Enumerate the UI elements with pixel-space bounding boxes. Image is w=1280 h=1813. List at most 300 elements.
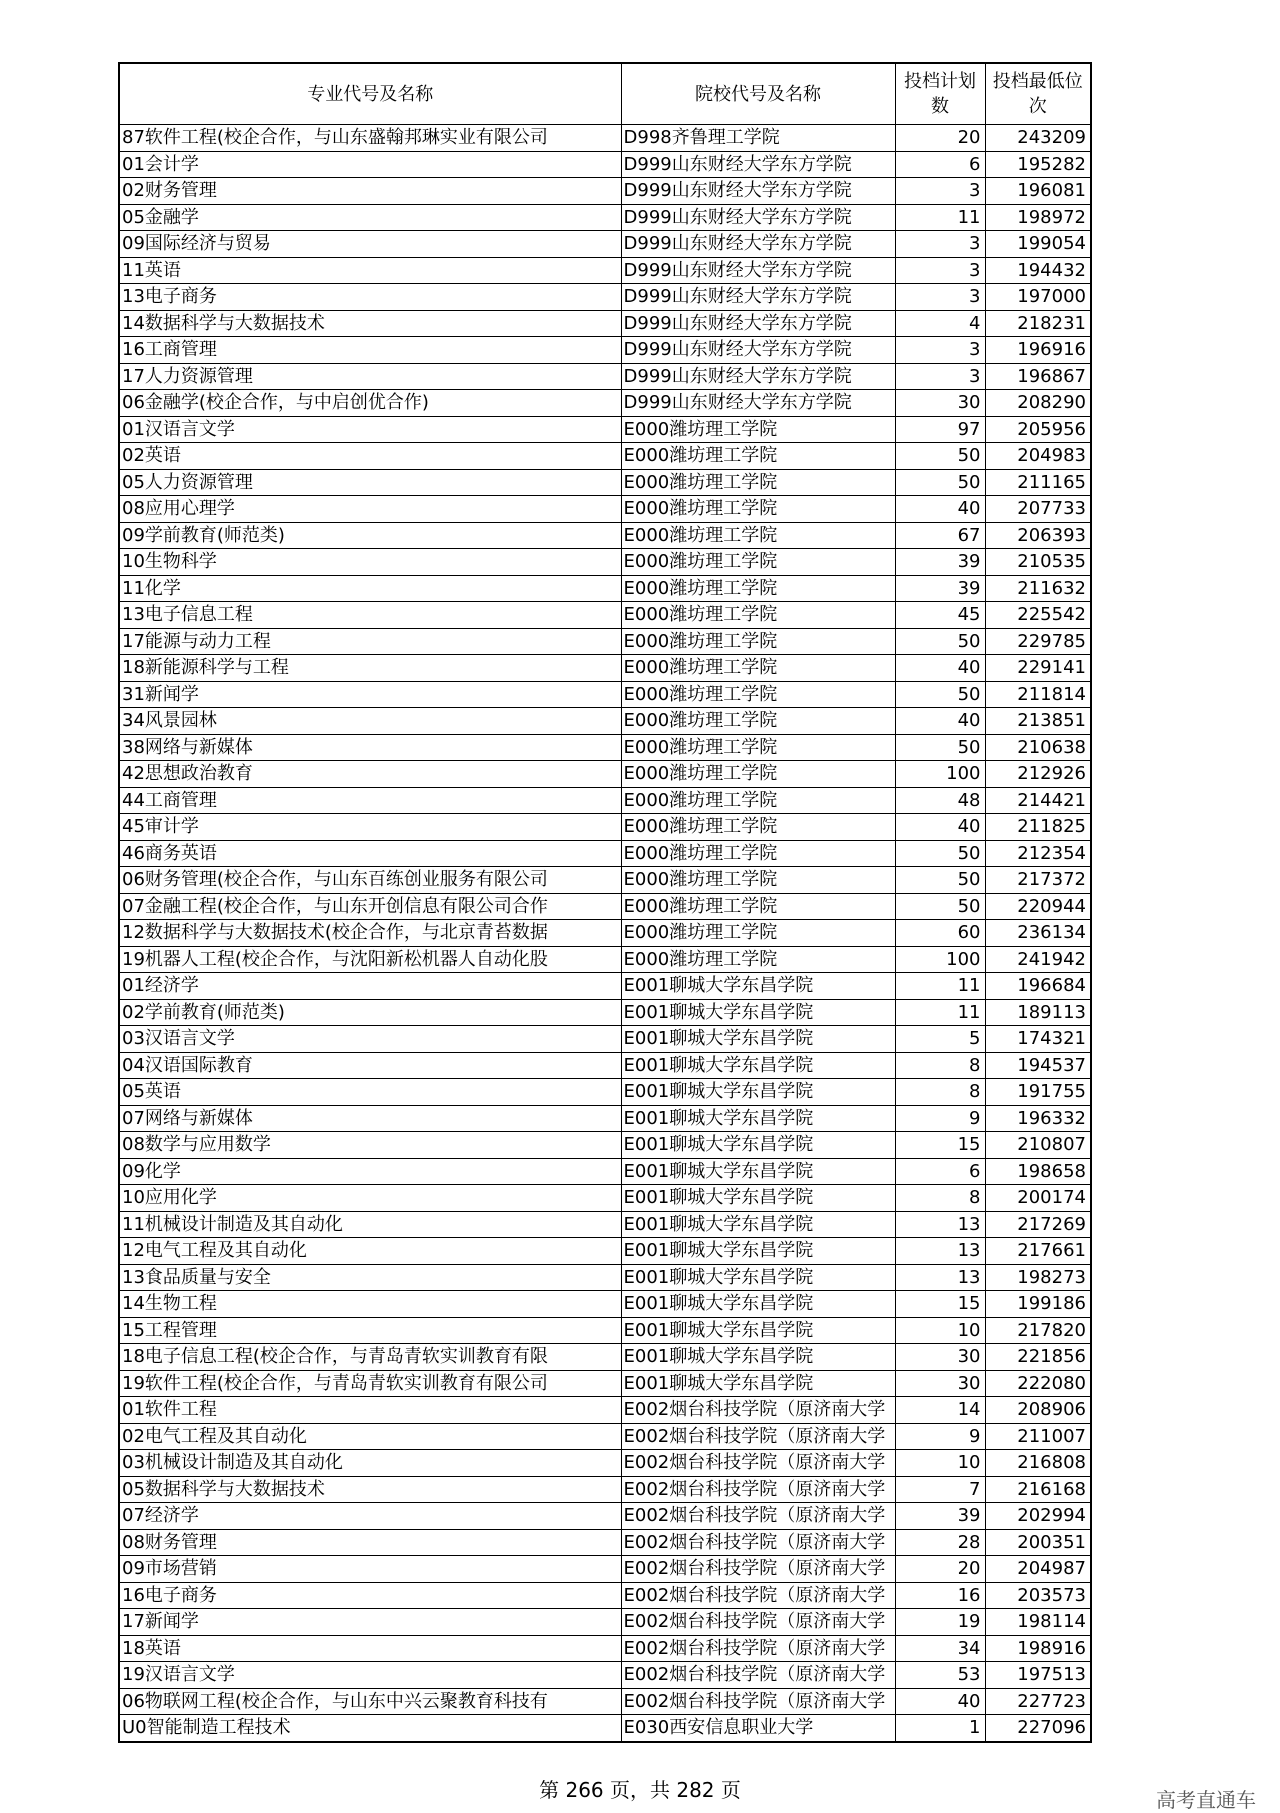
cell-rank: 211165 — [985, 469, 1091, 496]
cell-school: E000潍坊理工学院 — [621, 575, 895, 602]
cell-plan: 50 — [895, 628, 985, 655]
cell-major: 16工商管理 — [119, 337, 621, 364]
cell-major: 04汉语国际教育 — [119, 1052, 621, 1079]
cell-school: E001聊城大学东昌学院 — [621, 1105, 895, 1132]
cell-rank: 200351 — [985, 1529, 1091, 1556]
cell-major: 09学前教育(师范类) — [119, 522, 621, 549]
cell-plan: 11 — [895, 973, 985, 1000]
cell-school: E002烟台科技学院（原济南大学 — [621, 1609, 895, 1636]
cell-school: E000潍坊理工学院 — [621, 655, 895, 682]
table-row — [119, 1370, 1091, 1397]
cell-major: 44工商管理 — [119, 787, 621, 814]
cell-rank: 196081 — [985, 178, 1091, 205]
cell-major: 03汉语言文学 — [119, 1026, 621, 1053]
cell-major: 10生物科学 — [119, 549, 621, 576]
cell-school: E001聊城大学东昌学院 — [621, 1185, 895, 1212]
cell-rank: 222080 — [985, 1370, 1091, 1397]
cell-major: 07经济学 — [119, 1503, 621, 1530]
admission-table — [118, 62, 1092, 1743]
cell-school: E000潍坊理工学院 — [621, 814, 895, 841]
cell-rank: 199186 — [985, 1291, 1091, 1318]
cell-plan: 100 — [895, 761, 985, 788]
cell-rank: 212354 — [985, 840, 1091, 867]
cell-rank: 217372 — [985, 867, 1091, 894]
table-row — [119, 1635, 1091, 1662]
cell-rank: 196916 — [985, 337, 1091, 364]
cell-plan: 14 — [895, 1397, 985, 1424]
cell-school: D999山东财经大学东方学院 — [621, 284, 895, 311]
cell-plan: 3 — [895, 363, 985, 390]
cell-school: D999山东财经大学东方学院 — [621, 204, 895, 231]
table-row — [119, 920, 1091, 947]
table-row — [119, 999, 1091, 1026]
cell-rank: 221856 — [985, 1344, 1091, 1371]
cell-major: 09国际经济与贸易 — [119, 231, 621, 258]
cell-school: E001聊城大学东昌学院 — [621, 999, 895, 1026]
table-row — [119, 655, 1091, 682]
cell-plan: 3 — [895, 178, 985, 205]
cell-major: 18电子信息工程(校企合作，与青岛青软实训教育有限 — [119, 1344, 621, 1371]
cell-major: 07网络与新媒体 — [119, 1105, 621, 1132]
cell-plan: 40 — [895, 1688, 985, 1715]
cell-school: D999山东财经大学东方学院 — [621, 151, 895, 178]
cell-major: 19软件工程(校企合作，与青岛青软实训教育有限公司 — [119, 1370, 621, 1397]
cell-rank: 174321 — [985, 1026, 1091, 1053]
table-row — [119, 1026, 1091, 1053]
cell-rank: 194432 — [985, 257, 1091, 284]
cell-rank: 197000 — [985, 284, 1091, 311]
cell-plan: 8 — [895, 1052, 985, 1079]
cell-rank: 198114 — [985, 1609, 1091, 1636]
table-row — [119, 1344, 1091, 1371]
table-row — [119, 204, 1091, 231]
cell-major: 17人力资源管理 — [119, 363, 621, 390]
cell-plan: 30 — [895, 1370, 985, 1397]
table-row — [119, 1105, 1091, 1132]
cell-plan: 5 — [895, 1026, 985, 1053]
cell-rank: 198658 — [985, 1158, 1091, 1185]
cell-plan: 45 — [895, 602, 985, 629]
cell-school: E002烟台科技学院（原济南大学 — [621, 1450, 895, 1477]
cell-plan: 9 — [895, 1105, 985, 1132]
cell-school: E000潍坊理工学院 — [621, 602, 895, 629]
cell-school: E002烟台科技学院（原济南大学 — [621, 1556, 895, 1583]
cell-major: 08数学与应用数学 — [119, 1132, 621, 1159]
cell-plan: 50 — [895, 681, 985, 708]
cell-major: 11机械设计制造及其自动化 — [119, 1211, 621, 1238]
cell-major: 06财务管理(校企合作，与山东百练创业服务有限公司 — [119, 867, 621, 894]
cell-rank: 229785 — [985, 628, 1091, 655]
cell-rank: 220944 — [985, 893, 1091, 920]
cell-rank: 229141 — [985, 655, 1091, 682]
table-row — [119, 1132, 1091, 1159]
cell-plan: 19 — [895, 1609, 985, 1636]
table-row — [119, 787, 1091, 814]
cell-plan: 30 — [895, 1344, 985, 1371]
cell-plan: 15 — [895, 1291, 985, 1318]
cell-plan: 13 — [895, 1211, 985, 1238]
cell-plan: 13 — [895, 1264, 985, 1291]
cell-plan: 9 — [895, 1423, 985, 1450]
cell-school: E000潍坊理工学院 — [621, 867, 895, 894]
table-row — [119, 1238, 1091, 1265]
cell-plan: 10 — [895, 1317, 985, 1344]
cell-major: 01软件工程 — [119, 1397, 621, 1424]
cell-major: 01经济学 — [119, 973, 621, 1000]
cell-plan: 3 — [895, 257, 985, 284]
table-row — [119, 734, 1091, 761]
cell-major: 12电气工程及其自动化 — [119, 1238, 621, 1265]
table-row — [119, 310, 1091, 337]
cell-major: 05金融学 — [119, 204, 621, 231]
cell-plan: 97 — [895, 416, 985, 443]
cell-school: E000潍坊理工学院 — [621, 734, 895, 761]
table-row — [119, 1211, 1091, 1238]
cell-rank: 196332 — [985, 1105, 1091, 1132]
cell-rank: 196867 — [985, 363, 1091, 390]
cell-plan: 48 — [895, 787, 985, 814]
cell-school: D999山东财经大学东方学院 — [621, 337, 895, 364]
watermark: 高考直通车 — [1156, 1788, 1256, 1812]
cell-major: 01汉语言文学 — [119, 416, 621, 443]
table-row — [119, 469, 1091, 496]
cell-school: E000潍坊理工学院 — [621, 920, 895, 947]
cell-rank: 227723 — [985, 1688, 1091, 1715]
cell-rank: 213851 — [985, 708, 1091, 735]
cell-school: E002烟台科技学院（原济南大学 — [621, 1662, 895, 1689]
table-row — [119, 1450, 1091, 1477]
cell-plan: 1 — [895, 1715, 985, 1742]
table-row — [119, 840, 1091, 867]
cell-rank: 198916 — [985, 1635, 1091, 1662]
cell-rank: 206393 — [985, 522, 1091, 549]
cell-rank: 199054 — [985, 231, 1091, 258]
cell-rank: 205956 — [985, 416, 1091, 443]
cell-plan: 53 — [895, 1662, 985, 1689]
cell-plan: 20 — [895, 1556, 985, 1583]
cell-plan: 50 — [895, 867, 985, 894]
table-row — [119, 681, 1091, 708]
table-row — [119, 390, 1091, 417]
cell-rank: 195282 — [985, 151, 1091, 178]
cell-plan: 50 — [895, 469, 985, 496]
cell-school: E000潍坊理工学院 — [621, 787, 895, 814]
cell-rank: 198972 — [985, 204, 1091, 231]
table-row — [119, 1609, 1091, 1636]
cell-plan: 50 — [895, 840, 985, 867]
cell-plan: 50 — [895, 893, 985, 920]
cell-major: 17能源与动力工程 — [119, 628, 621, 655]
table-row — [119, 708, 1091, 735]
cell-major: 19汉语言文学 — [119, 1662, 621, 1689]
cell-rank: 216168 — [985, 1476, 1091, 1503]
cell-school: E002烟台科技学院（原济南大学 — [621, 1688, 895, 1715]
cell-rank: 207733 — [985, 496, 1091, 523]
cell-school: D999山东财经大学东方学院 — [621, 231, 895, 258]
table-row — [119, 1291, 1091, 1318]
cell-major: 07金融工程(校企合作，与山东开创信息有限公司合作 — [119, 893, 621, 920]
cell-rank: 208906 — [985, 1397, 1091, 1424]
cell-school: D999山东财经大学东方学院 — [621, 257, 895, 284]
cell-plan: 7 — [895, 1476, 985, 1503]
table-row — [119, 1556, 1091, 1583]
table-row — [119, 893, 1091, 920]
table-row — [119, 761, 1091, 788]
cell-rank: 217661 — [985, 1238, 1091, 1265]
cell-plan: 20 — [895, 125, 985, 152]
cell-school: E001聊城大学东昌学院 — [621, 1132, 895, 1159]
cell-rank: 203573 — [985, 1582, 1091, 1609]
cell-major: 15工程管理 — [119, 1317, 621, 1344]
cell-major: 34风景园林 — [119, 708, 621, 735]
cell-rank: 214421 — [985, 787, 1091, 814]
cell-rank: 197513 — [985, 1662, 1091, 1689]
cell-school: E000潍坊理工学院 — [621, 522, 895, 549]
table-row — [119, 867, 1091, 894]
cell-rank: 236134 — [985, 920, 1091, 947]
table-row — [119, 1529, 1091, 1556]
table-row — [119, 1476, 1091, 1503]
cell-rank: 225542 — [985, 602, 1091, 629]
cell-plan: 39 — [895, 575, 985, 602]
cell-school: E002烟台科技学院（原济南大学 — [621, 1582, 895, 1609]
cell-school: E000潍坊理工学院 — [621, 469, 895, 496]
cell-major: 02电气工程及其自动化 — [119, 1423, 621, 1450]
header-plan: 投档计划数 — [895, 63, 985, 125]
cell-rank: 210638 — [985, 734, 1091, 761]
cell-school: E002烟台科技学院（原济南大学 — [621, 1423, 895, 1450]
cell-plan: 30 — [895, 390, 985, 417]
cell-school: D999山东财经大学东方学院 — [621, 310, 895, 337]
cell-plan: 40 — [895, 496, 985, 523]
cell-major: 06金融学(校企合作，与中启创优合作) — [119, 390, 621, 417]
cell-plan: 40 — [895, 655, 985, 682]
cell-rank: 194537 — [985, 1052, 1091, 1079]
table-row — [119, 1503, 1091, 1530]
cell-rank: 210535 — [985, 549, 1091, 576]
cell-school: E001聊城大学东昌学院 — [621, 1211, 895, 1238]
cell-major: 08财务管理 — [119, 1529, 621, 1556]
cell-school: E002烟台科技学院（原济南大学 — [621, 1503, 895, 1530]
table-row — [119, 602, 1091, 629]
page-footer: 第 266 页，共 282 页 — [539, 1778, 741, 1802]
cell-school: E001聊城大学东昌学院 — [621, 973, 895, 1000]
cell-plan: 11 — [895, 999, 985, 1026]
cell-school: E000潍坊理工学院 — [621, 840, 895, 867]
cell-plan: 67 — [895, 522, 985, 549]
cell-plan: 40 — [895, 708, 985, 735]
cell-school: E001聊城大学东昌学院 — [621, 1158, 895, 1185]
cell-major: 87软件工程(校企合作，与山东盛翰邦琳实业有限公司 — [119, 125, 621, 152]
table-row — [119, 946, 1091, 973]
header-school: 院校代号及名称 — [621, 63, 895, 125]
cell-rank: 204987 — [985, 1556, 1091, 1583]
cell-major: 05数据科学与大数据技术 — [119, 1476, 621, 1503]
cell-plan: 16 — [895, 1582, 985, 1609]
table-row — [119, 575, 1091, 602]
header-major: 专业代号及名称 — [119, 63, 621, 125]
cell-major: 13食品质量与安全 — [119, 1264, 621, 1291]
cell-plan: 4 — [895, 310, 985, 337]
cell-plan: 28 — [895, 1529, 985, 1556]
cell-rank: 217269 — [985, 1211, 1091, 1238]
cell-plan: 6 — [895, 1158, 985, 1185]
cell-plan: 34 — [895, 1635, 985, 1662]
cell-plan: 50 — [895, 443, 985, 470]
table-row — [119, 522, 1091, 549]
cell-school: D999山东财经大学东方学院 — [621, 390, 895, 417]
cell-school: E002烟台科技学院（原济南大学 — [621, 1635, 895, 1662]
cell-plan: 6 — [895, 151, 985, 178]
cell-rank: 211632 — [985, 575, 1091, 602]
cell-rank: 202994 — [985, 1503, 1091, 1530]
table-row — [119, 1264, 1091, 1291]
cell-plan: 3 — [895, 231, 985, 258]
table-row — [119, 1662, 1091, 1689]
table-row — [119, 1185, 1091, 1212]
cell-plan: 3 — [895, 337, 985, 364]
cell-school: D999山东财经大学东方学院 — [621, 363, 895, 390]
cell-school: E002烟台科技学院（原济南大学 — [621, 1397, 895, 1424]
cell-school: E002烟台科技学院（原济南大学 — [621, 1529, 895, 1556]
cell-rank: 243209 — [985, 125, 1091, 152]
table-row — [119, 1582, 1091, 1609]
cell-major: 06物联网工程(校企合作，与山东中兴云聚教育科技有 — [119, 1688, 621, 1715]
cell-plan: 39 — [895, 549, 985, 576]
cell-plan: 60 — [895, 920, 985, 947]
cell-major: 02财务管理 — [119, 178, 621, 205]
cell-school: E000潍坊理工学院 — [621, 549, 895, 576]
table-row — [119, 973, 1091, 1000]
cell-plan: 3 — [895, 284, 985, 311]
cell-school: E001聊城大学东昌学院 — [621, 1079, 895, 1106]
table-row — [119, 1158, 1091, 1185]
cell-school: E002烟台科技学院（原济南大学 — [621, 1476, 895, 1503]
table-row — [119, 443, 1091, 470]
cell-plan: 13 — [895, 1238, 985, 1265]
cell-plan: 8 — [895, 1079, 985, 1106]
table-row — [119, 337, 1091, 364]
cell-rank: 218231 — [985, 310, 1091, 337]
table-row — [119, 231, 1091, 258]
cell-major: 11化学 — [119, 575, 621, 602]
cell-major: 18新能源科学与工程 — [119, 655, 621, 682]
cell-major: 14生物工程 — [119, 1291, 621, 1318]
cell-major: 02学前教育(师范类) — [119, 999, 621, 1026]
cell-rank: 211825 — [985, 814, 1091, 841]
table-row — [119, 125, 1091, 152]
cell-rank: 196684 — [985, 973, 1091, 1000]
table-row — [119, 1715, 1091, 1742]
table-row — [119, 151, 1091, 178]
cell-rank: 227096 — [985, 1715, 1091, 1742]
cell-major: U0智能制造工程技术 — [119, 1715, 621, 1742]
cell-plan: 8 — [895, 1185, 985, 1212]
cell-major: 09化学 — [119, 1158, 621, 1185]
cell-rank: 200174 — [985, 1185, 1091, 1212]
cell-major: 45审计学 — [119, 814, 621, 841]
cell-plan: 50 — [895, 734, 985, 761]
cell-major: 16电子商务 — [119, 1582, 621, 1609]
table-row — [119, 284, 1091, 311]
cell-school: E000潍坊理工学院 — [621, 761, 895, 788]
cell-major: 02英语 — [119, 443, 621, 470]
cell-rank: 191755 — [985, 1079, 1091, 1106]
cell-school: E000潍坊理工学院 — [621, 708, 895, 735]
header-rank: 投档最低位次 — [985, 63, 1091, 125]
cell-major: 10应用化学 — [119, 1185, 621, 1212]
cell-school: E001聊城大学东昌学院 — [621, 1264, 895, 1291]
table-row — [119, 628, 1091, 655]
cell-rank: 241942 — [985, 946, 1091, 973]
cell-school: D999山东财经大学东方学院 — [621, 178, 895, 205]
cell-school: E000潍坊理工学院 — [621, 946, 895, 973]
cell-rank: 211814 — [985, 681, 1091, 708]
cell-school: E001聊城大学东昌学院 — [621, 1052, 895, 1079]
cell-rank: 189113 — [985, 999, 1091, 1026]
cell-rank: 211007 — [985, 1423, 1091, 1450]
cell-rank: 212926 — [985, 761, 1091, 788]
cell-major: 05英语 — [119, 1079, 621, 1106]
cell-major: 01会计学 — [119, 151, 621, 178]
cell-plan: 11 — [895, 204, 985, 231]
cell-major: 17新闻学 — [119, 1609, 621, 1636]
cell-plan: 100 — [895, 946, 985, 973]
cell-school: E001聊城大学东昌学院 — [621, 1238, 895, 1265]
cell-major: 12数据科学与大数据技术(校企合作，与北京青苔数据 — [119, 920, 621, 947]
cell-rank: 204983 — [985, 443, 1091, 470]
table-header-row — [119, 63, 1091, 125]
cell-plan: 15 — [895, 1132, 985, 1159]
cell-major: 46商务英语 — [119, 840, 621, 867]
table-row — [119, 257, 1091, 284]
cell-school: E001聊城大学东昌学院 — [621, 1026, 895, 1053]
cell-major: 11英语 — [119, 257, 621, 284]
table-row — [119, 416, 1091, 443]
cell-plan: 40 — [895, 814, 985, 841]
cell-school: E000潍坊理工学院 — [621, 893, 895, 920]
cell-school: E030西安信息职业大学 — [621, 1715, 895, 1742]
cell-school: E000潍坊理工学院 — [621, 443, 895, 470]
cell-major: 09市场营销 — [119, 1556, 621, 1583]
table-row — [119, 1688, 1091, 1715]
cell-major: 13电子商务 — [119, 284, 621, 311]
cell-major: 03机械设计制造及其自动化 — [119, 1450, 621, 1477]
cell-school: E000潍坊理工学院 — [621, 681, 895, 708]
cell-school: E000潍坊理工学院 — [621, 416, 895, 443]
cell-major: 13电子信息工程 — [119, 602, 621, 629]
table-row — [119, 496, 1091, 523]
table-row — [119, 1052, 1091, 1079]
cell-major: 38网络与新媒体 — [119, 734, 621, 761]
table-row — [119, 363, 1091, 390]
cell-plan: 39 — [895, 1503, 985, 1530]
table-row — [119, 178, 1091, 205]
cell-school: E000潍坊理工学院 — [621, 496, 895, 523]
cell-rank: 210807 — [985, 1132, 1091, 1159]
table-row — [119, 1079, 1091, 1106]
cell-rank: 198273 — [985, 1264, 1091, 1291]
cell-major: 08应用心理学 — [119, 496, 621, 523]
cell-major: 18英语 — [119, 1635, 621, 1662]
table-row — [119, 1423, 1091, 1450]
cell-school: D998齐鲁理工学院 — [621, 125, 895, 152]
cell-rank: 217820 — [985, 1317, 1091, 1344]
table-row — [119, 814, 1091, 841]
cell-school: E000潍坊理工学院 — [621, 628, 895, 655]
cell-plan: 10 — [895, 1450, 985, 1477]
table-row — [119, 1317, 1091, 1344]
